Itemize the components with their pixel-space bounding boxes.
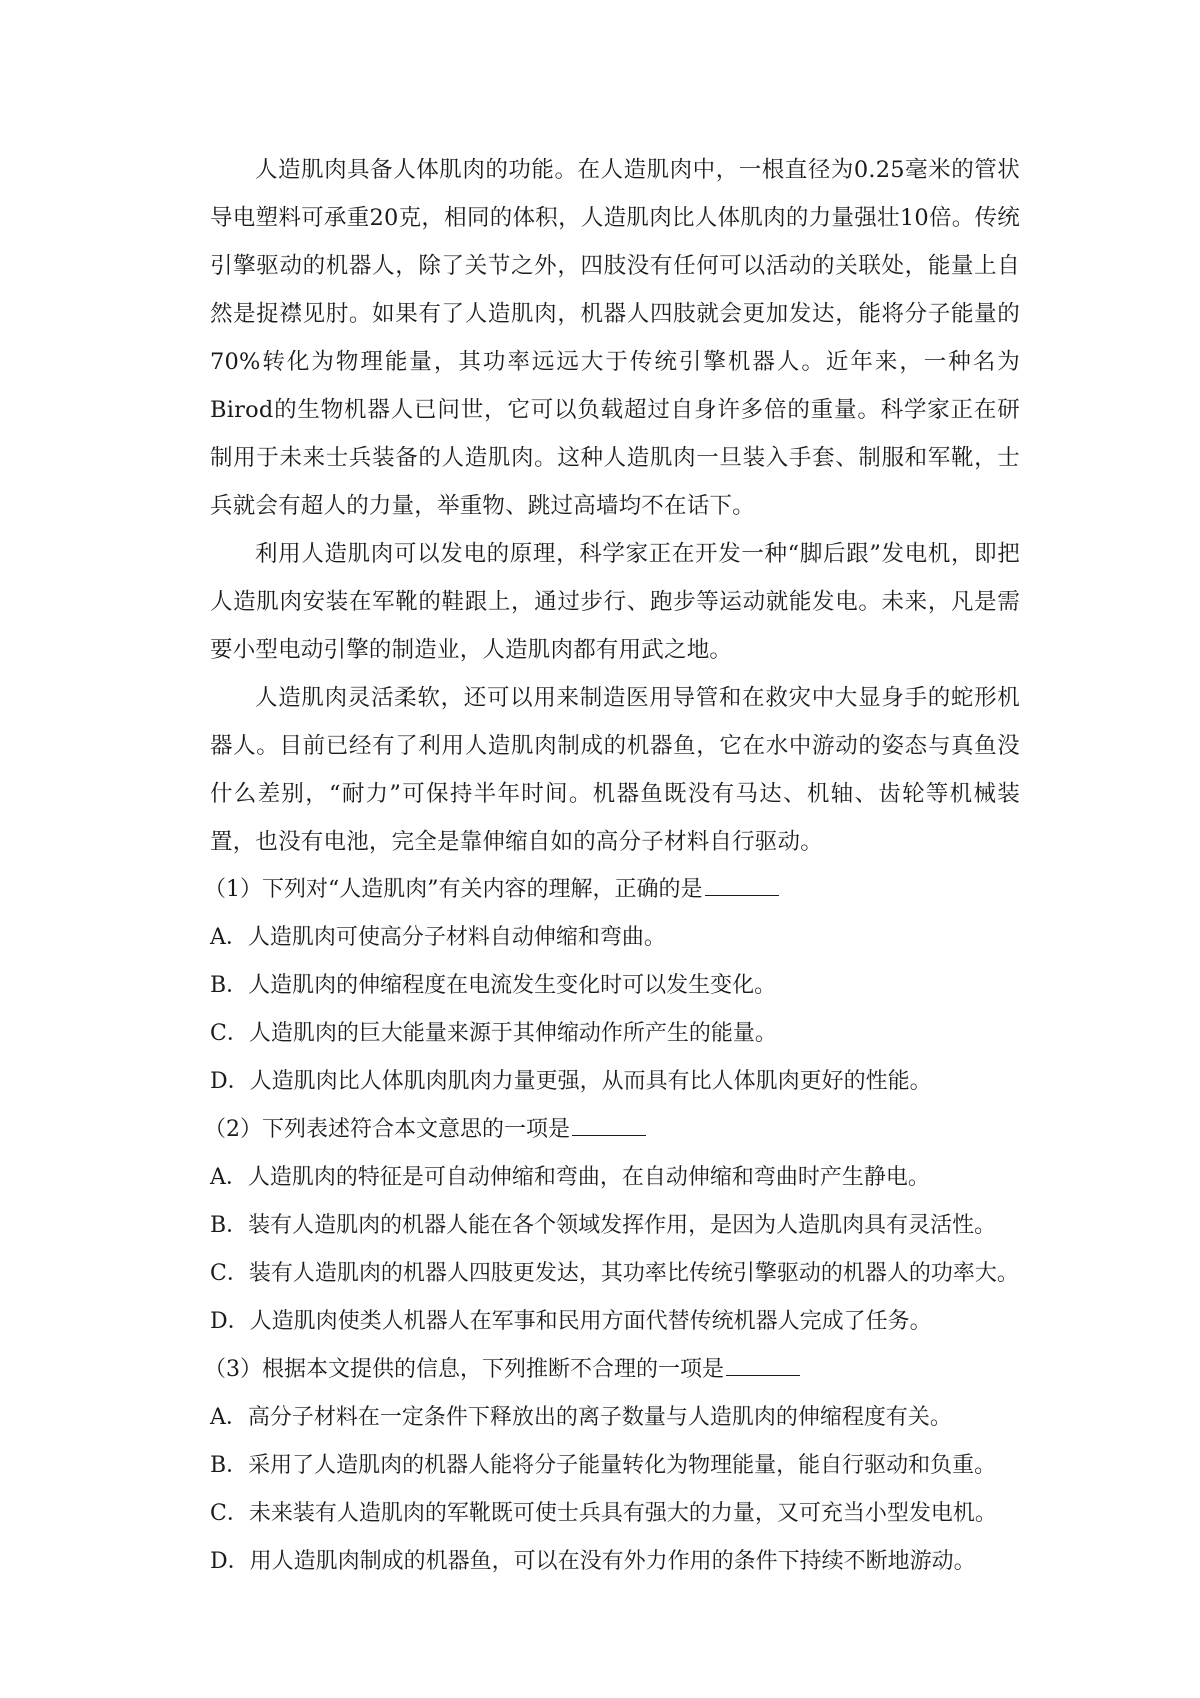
option-text: 用人造肌肉制成的机器鱼，可以在没有外力作用的条件下持续不断地游动。 <box>249 1549 976 1574</box>
question-stem-text: （1）下列对“人造肌肉”有关内容的理解，正确的是 <box>204 877 703 902</box>
option-text: 装有人造肌肉的机器人能在各个领域发挥作用，是因为人造肌肉具有灵活性。 <box>248 1213 997 1238</box>
question-1 <box>204 866 1020 1106</box>
answer-blank <box>726 1355 800 1376</box>
option-c <box>210 1490 1020 1538</box>
option-text: 装有人造肌肉的机器人四肢更发达，其功率比传统引擎驱动的机器人的功率大。 <box>248 1261 1019 1286</box>
question-2 <box>204 1106 1020 1346</box>
option-c <box>210 1250 1020 1298</box>
option-d <box>210 1298 1020 1346</box>
question-stem-text: （2）下列表述符合本文意思的一项是 <box>204 1117 570 1142</box>
question-stem <box>204 1106 1020 1154</box>
option-letter: D． <box>210 1549 250 1574</box>
option-letter: C． <box>210 1261 249 1286</box>
option-letter: B． <box>210 1213 249 1238</box>
option-letter: C． <box>210 1021 249 1046</box>
option-text: 人造肌肉使类人机器人在军事和民用方面代替传统机器人完成了任务。 <box>249 1309 932 1334</box>
option-text: 人造肌肉的巨大能量来源于其伸缩动作所产生的能量。 <box>248 1021 777 1046</box>
option-letter: A． <box>210 1165 248 1190</box>
option-text: 高分子材料在一定条件下释放出的离子数量与人造肌肉的伸缩程度有关。 <box>247 1405 952 1430</box>
option-letter: D． <box>210 1069 250 1094</box>
option-b <box>210 1202 1020 1250</box>
option-letter: C． <box>210 1501 249 1526</box>
option-b <box>210 962 1020 1010</box>
option-letter: B． <box>210 973 249 998</box>
answer-blank <box>572 1115 646 1136</box>
option-b <box>210 1442 1020 1490</box>
option-text: 人造肌肉比人体肌肉肌肉力量更强，从而具有比人体肌肉更好的性能。 <box>249 1069 932 1094</box>
option-text: 采用了人造肌肉的机器人能将分子能量转化为物理能量，能自行驱动和负重。 <box>248 1453 997 1478</box>
question-3 <box>204 1346 1020 1586</box>
option-d <box>210 1538 1020 1586</box>
question-stem <box>204 866 1020 914</box>
option-text: 人造肌肉的伸缩程度在电流发生变化时可以发生变化。 <box>248 973 777 998</box>
option-letter: A． <box>210 925 248 950</box>
question-stem <box>204 1346 1020 1394</box>
passage-paragraph-2: 利用人造肌肉可以发电的原理，科学家正在开发一种“脚后跟”发电机，即把人造肌肉安装在军靴的鞋跟上，通过步行、跑步等运动就能发电。未来，凡是需要小型电动引擎的制造业，人造肌肉都有用武之地。 <box>210 541 1020 663</box>
option-text: 人造肌肉可使高分子材料自动伸缩和弯曲。 <box>247 925 666 950</box>
option-c <box>210 1010 1020 1058</box>
passage-paragraph-3: 人造肌肉灵活柔软，还可以用来制造医用导管和在救灾中大显身手的蛇形机器人。目前已经有了利用人造肌肉制成的机器鱼，它在水中游动的姿态与真鱼没什么差别，“耐力”可保持半年时间。机器鱼既没有马达、机轴、齿轮等机械装置，也没有电池，完全是靠伸缩自如的高分子材料自行驱动。 <box>210 685 1020 855</box>
document-content <box>204 146 1020 1586</box>
question-stem-text: （3）根据本文提供的信息，下列推断不合理的一项是 <box>204 1357 724 1382</box>
option-a <box>210 914 1020 962</box>
passage-paragraph-1: 人造肌肉具备人体肌肉的功能。在人造肌肉中，一根直径为0.25毫米的管状导电塑料可承重20克，相同的体积，人造肌肉比人体肌肉的力量强壮10倍。传统引擎驱动的机器人，除了关节之外，四肢没有任何可以活动的关联处，能量上自然是捉襟见肘。如果有了人造肌肉，机器人四肢就会更加发达，能将分子能量的70%转化为物理能量，其功率远远大于传统引擎机器人。近年来，一种名为Birod的生物机器人已问世，它可以负载超过自身许多倍的重量。科学家正在研制用于未来士兵装备的人造肌肉。这种人造肌肉一旦装入手套、制服和军靴，士兵就会有超人的力量，举重物、跳过高墙均不在话下。 <box>210 157 1020 519</box>
option-letter: A． <box>210 1405 248 1430</box>
option-letter: D． <box>210 1309 250 1334</box>
option-a <box>210 1394 1020 1442</box>
option-text: 人造肌肉的特征是可自动伸缩和弯曲，在自动伸缩和弯曲时产生静电。 <box>247 1165 930 1190</box>
option-text: 未来装有人造肌肉的军靴既可使士兵具有强大的力量，又可充当小型发电机。 <box>248 1501 997 1526</box>
option-letter: B． <box>210 1453 249 1478</box>
option-d <box>210 1058 1020 1106</box>
answer-blank <box>705 875 779 896</box>
option-a <box>210 1154 1020 1202</box>
